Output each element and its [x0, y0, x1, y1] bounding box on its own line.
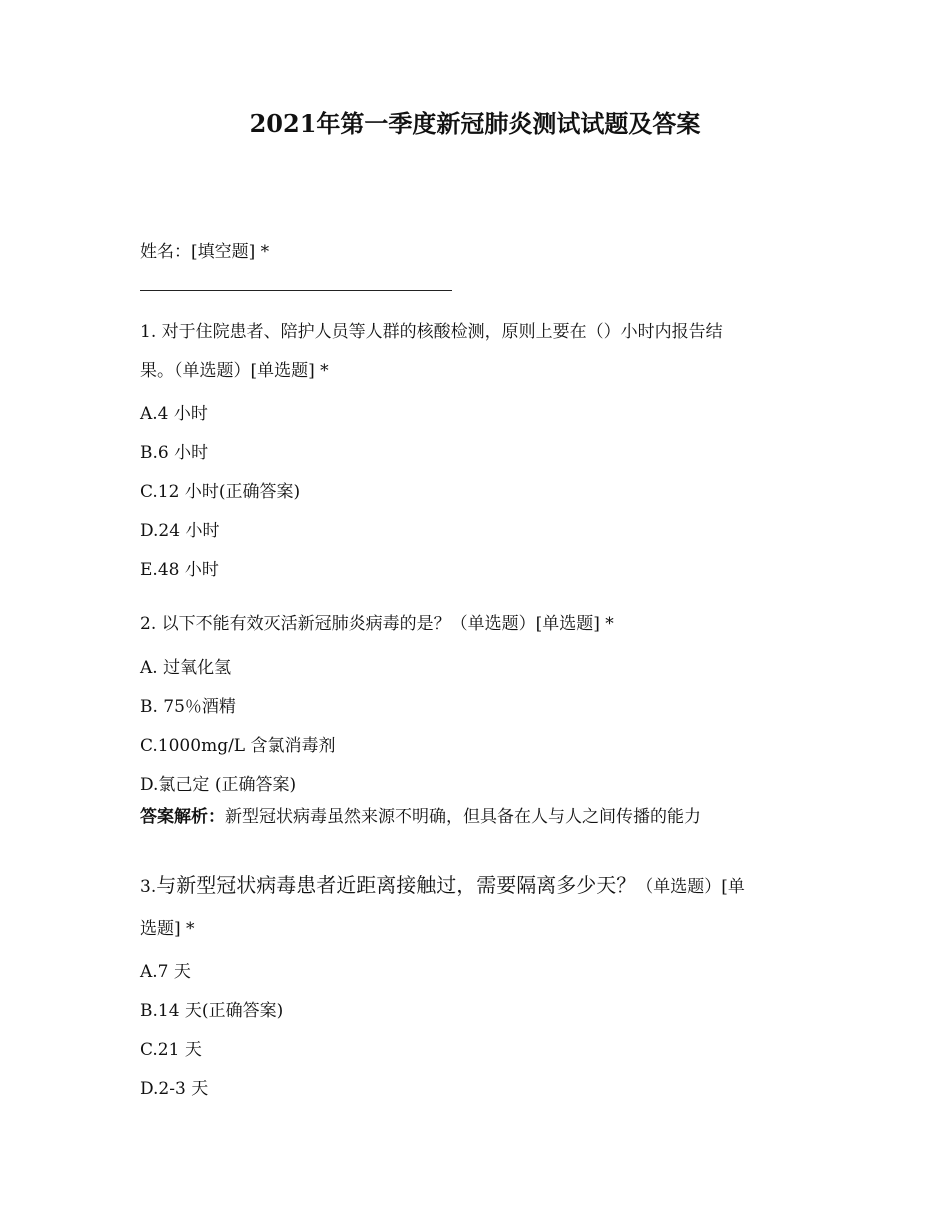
analysis-label: 答案解析： — [140, 807, 225, 827]
question-3-number: 3. — [140, 877, 157, 897]
question-2-option-c: C.1000mg/L 含氯消毒剂 — [140, 736, 336, 756]
question-2-option-d: D.氯己定 (正确答案) — [140, 775, 297, 795]
question-3-option-a: A.7 天 — [140, 962, 191, 982]
question-3-type-tag: （单选题）[单 — [636, 877, 745, 897]
question-3-option-c: C.21 天 — [140, 1040, 202, 1060]
question-3-text-line2: 选题] * — [140, 919, 195, 939]
name-answer-line — [140, 290, 452, 291]
question-1-option-e: E.48 小时 — [140, 560, 219, 580]
question-1-option-c: C.12 小时(正确答案) — [140, 482, 301, 502]
question-1-option-b: B.6 小时 — [140, 443, 209, 463]
question-1-text-line1: 1. 对于住院患者、陪护人员等人群的核酸检测，原则上要在（）小时内报告结 — [140, 322, 723, 342]
question-1-option-a: A.4 小时 — [140, 404, 208, 424]
document-title: 2021年第一季度新冠肺炎测试试题及答案 — [249, 109, 701, 138]
question-3-main-text: 与新型冠状病毒患者近距离接触过，需要隔离多少天？ — [156, 873, 637, 897]
question-3-option-d: D.2-3 天 — [140, 1079, 209, 1099]
question-3-text-line1 — [140, 869, 745, 898]
question-2-option-b: B. 75％酒精 — [140, 697, 236, 717]
question-3-option-b: B.14 天(正确答案) — [140, 1001, 284, 1021]
analysis-text: 新型冠状病毒虽然来源不明确，但具备在人与人之间传播的能力 — [225, 807, 701, 827]
question-2-option-a: A. 过氧化氢 — [140, 658, 232, 678]
name-field-label: 姓名：[填空题] * — [140, 242, 270, 262]
question-1-option-d: D.24 小时 — [140, 521, 220, 541]
question-2-analysis — [140, 802, 701, 827]
question-2-text: 2. 以下不能有效灭活新冠肺炎病毒的是？（单选题）[单选题] * — [140, 614, 614, 634]
question-1-text-line2: 果。（单选题）[单选题] * — [140, 361, 329, 381]
